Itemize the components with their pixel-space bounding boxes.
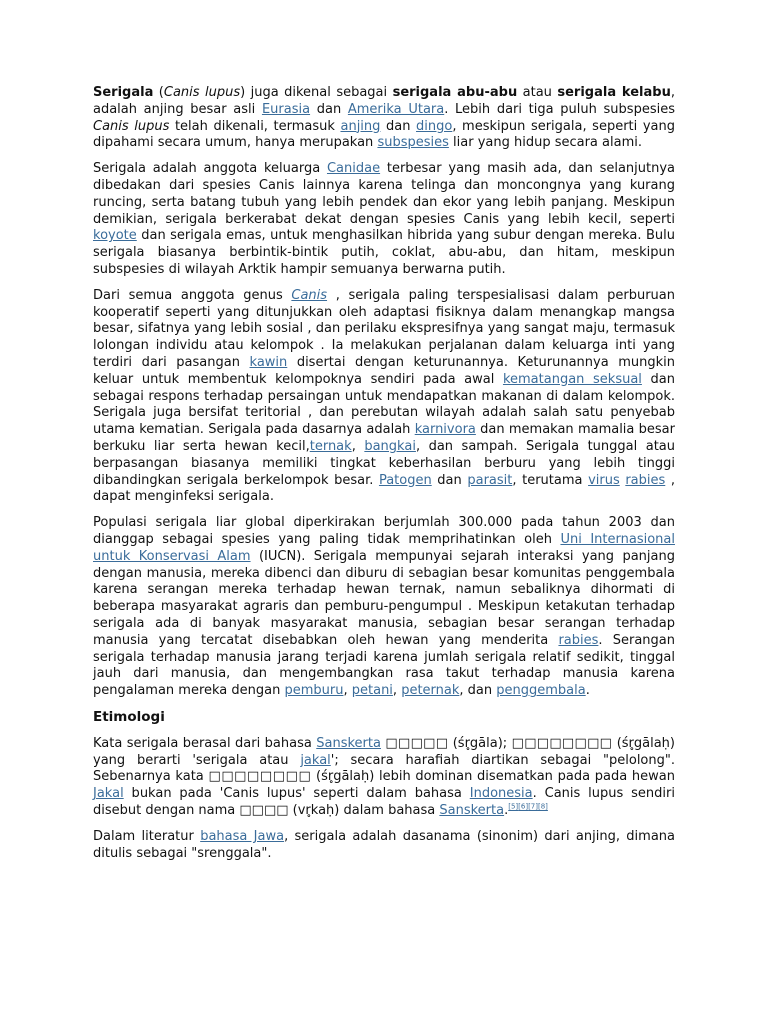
text: disertai dengan keturunannya. Keturunannya mungkin keluar untuk membentuk kelompoknya sendiri pada awal xyxy=(93,354,675,387)
text: Serigala adalah anggota keluarga xyxy=(93,161,327,177)
link-eurasia[interactable]: Eurasia xyxy=(261,101,311,117)
paragraph-canidae xyxy=(93,161,675,279)
text: ( xyxy=(153,85,164,100)
text: , xyxy=(392,683,402,699)
link-amerika-utara[interactable]: Amerika Utara xyxy=(347,101,445,117)
text: Populasi serigala liar global diperkirakan berjumlah 300.000 pada tahun 2003 dan dianggap sebagai spesies yang paling tidak memprihatinkan oleh xyxy=(93,515,675,547)
text: telah dikenali, termasuk xyxy=(169,118,341,134)
text: . xyxy=(504,803,509,819)
text: Dalam literatur xyxy=(93,828,201,844)
text: liar yang hidup secara alami. xyxy=(448,135,642,151)
text: , dan xyxy=(459,683,497,699)
text: Kata serigala berasal dari bahasa xyxy=(93,735,317,751)
text: dan xyxy=(310,101,348,117)
citation-refs xyxy=(508,803,548,811)
citation-6[interactable]: [6] xyxy=(518,802,529,811)
link-canis[interactable] xyxy=(291,288,327,303)
link-virus[interactable]: virus xyxy=(588,472,620,488)
link-bahasa-jawa[interactable]: bahasa Jawa xyxy=(200,828,285,844)
link-penggembala[interactable]: penggembala xyxy=(496,683,586,699)
link-canis-label: Canis xyxy=(291,287,328,303)
text: . Lebih dari tiga puluh subspesies xyxy=(444,101,675,117)
text: . Canis lupus sendiri disebut dengan nama □□□□ (vr̥kaḥ) dalam bahasa xyxy=(93,786,675,819)
paragraph-behavior xyxy=(93,288,675,506)
text: . xyxy=(585,683,590,699)
text: , dapat menginfeksi serigala. xyxy=(93,472,675,505)
text: , dan sampah. Serigala tunggal atau berpasangan biasanya memiliki tingkat keberhasilan berburu yang lebih tinggi dibandingkan serigala berkelompok besar. xyxy=(93,438,676,488)
citation-5[interactable]: [5] xyxy=(508,802,519,811)
paragraph-intro xyxy=(93,85,675,152)
text: Dari semua anggota genus xyxy=(93,287,292,303)
text: , serigala paling terspesialisasi dalam perburuan kooperatif seperti yang ditunjukkan oleh adaptasi fisiknya dalam menangkap mangsa besar, sifatnya yang lebih sosial , dan perilaku ekspresifnya yang sangat maju, termasuk lolongan individu atau kelompok . Ia melakukan perjalanan dalam keluarga inti yang terdiri dari pasangan xyxy=(93,287,675,370)
link-subspesies[interactable]: subspesies xyxy=(377,135,449,151)
text: dan xyxy=(380,118,417,134)
link-patogen[interactable]: Patogen xyxy=(378,472,432,488)
link-iucn[interactable]: Uni Internasional untuk Konservasi Alam xyxy=(93,531,675,564)
term-serigala: Serigala xyxy=(93,85,154,100)
text: dan sebagai respons terhadap persaingan untuk mendapatkan makanan di dalam kelompok. Serigala juga bersifat teritorial , dan perebutan wilayah adalah salah satu penyebab utama kematian. Serigala pada dasarnya adalah xyxy=(93,371,675,438)
link-jakal-2[interactable]: Jakal xyxy=(93,786,124,802)
link-kematangan-seksual[interactable]: kematangan seksual xyxy=(502,371,642,387)
link-jakal[interactable]: jakal xyxy=(300,752,331,768)
paragraph-population xyxy=(93,515,675,700)
text: . Serangan serigala terhadap manusia jarang terjadi karena jumlah serigala relatif sedikit, tinggal jauh dari manusia, dan mengembangkan rasa takut terhadap manusia karena pengalaman mereka dengan xyxy=(93,632,675,699)
text: (IUCN). Serigala mempunyai sejarah interaksi yang panjang dengan manusia, mereka dibenci dan diburu di sebagian besar komunitas penggembala karena serangan mereka terhadap hewan ternak, namun sebaliknya dihormati di beberapa masyarakat agraris dan pemburu-pengumpul . Meskipun ketakutan terhadap serigala ada di banyak masyarakat manusia, sebagian besar serangan terhadap manusia yang tercatat disebabkan oleh hewan yang menderita xyxy=(93,548,675,648)
text: '; secara harafiah diartikan sebagai "pelolong". Sebenarnya kata □□□□□□□□ (śr̥gālaḥ) lebih dominan disematkan pada pada hewan xyxy=(93,752,675,785)
link-bangkai[interactable]: bangkai xyxy=(364,438,416,454)
link-sanskerta-2[interactable]: Sanskerta xyxy=(439,803,505,819)
link-canidae[interactable]: Canidae xyxy=(326,161,381,177)
link-sanskerta[interactable]: Sanskerta xyxy=(316,735,381,751)
link-indonesia[interactable]: Indonesia xyxy=(469,786,533,802)
article-body xyxy=(93,85,675,871)
section-heading-etimologi: Etimologi xyxy=(93,708,165,725)
text: atau xyxy=(517,85,558,100)
text: , adalah anjing besar asli xyxy=(93,85,675,117)
text: terbesar yang masih ada, dan selanjutnya dibedakan dari spesies Canis lainnya karena telinga dan moncongnya yang kurang runcing, serta batang tubuh yang lebih pendek dan ekor yang lebih panjang. Meskipun demikian, serigala berkerabat dekat dengan spesies Canis yang lebih kecil, seperti xyxy=(93,161,675,227)
link-kawin[interactable]: kawin xyxy=(249,354,288,370)
text: bukan pada 'Canis lupus' seperti dalam bahasa xyxy=(123,786,470,802)
link-rabies[interactable]: rabies xyxy=(625,472,666,488)
text: dan memakan mamalia besar berkuku liar serta hewan kecil, xyxy=(93,422,675,454)
link-dingo[interactable]: dingo xyxy=(416,118,453,134)
link-rabies[interactable]: rabies xyxy=(558,632,599,648)
text: , meskipun serigala, seperti yang dipahami secara umum, hanya merupakan xyxy=(93,118,675,151)
term-serigala-kelabu: serigala kelabu xyxy=(557,85,671,100)
text: dan xyxy=(431,472,468,488)
link-koyote[interactable]: koyote xyxy=(93,228,137,244)
link-karnivora[interactable]: karnivora xyxy=(414,422,476,438)
link-peternak[interactable]: peternak xyxy=(401,683,460,699)
scientific-name: Canis lupus xyxy=(93,118,170,134)
text: dan serigala emas, untuk menghasilkan hibrida yang subur dengan mereka. Bulu serigala biasanya berbintik-bintik putih, coklat, abu-abu, dan hitam, meskipun subspesies di wilayah Arktik hampir semuanya berwarna putih. xyxy=(93,228,675,277)
term-serigala-abu-abu: serigala abu-abu xyxy=(392,85,518,100)
link-pemburu[interactable]: pemburu xyxy=(284,683,344,699)
link-parasit[interactable]: parasit xyxy=(467,472,513,488)
link-anjing[interactable]: anjing xyxy=(340,118,381,134)
paragraph-etymology xyxy=(93,736,675,820)
text: , xyxy=(343,683,352,699)
text: , xyxy=(351,438,365,454)
citation-7[interactable]: [7] xyxy=(528,802,538,811)
text: □□□□□ (śr̥gāla); □□□□□□□□ (śr̥gālaḥ) yang berarti 'serigala atau xyxy=(93,735,675,768)
citation-8[interactable]: [8] xyxy=(537,802,548,811)
link-ternak[interactable]: ternak xyxy=(309,438,352,454)
paragraph-javanese xyxy=(93,829,675,863)
text: , serigala adalah dasanama (sinonim) dari anjing, dimana ditulis sebagai "srenggala". xyxy=(93,828,675,861)
link-petani[interactable]: petani xyxy=(351,683,393,699)
text: , terutama xyxy=(512,472,589,488)
text: ) juga dikenal sebagai xyxy=(240,85,393,100)
scientific-name: Canis lupus xyxy=(163,85,241,100)
